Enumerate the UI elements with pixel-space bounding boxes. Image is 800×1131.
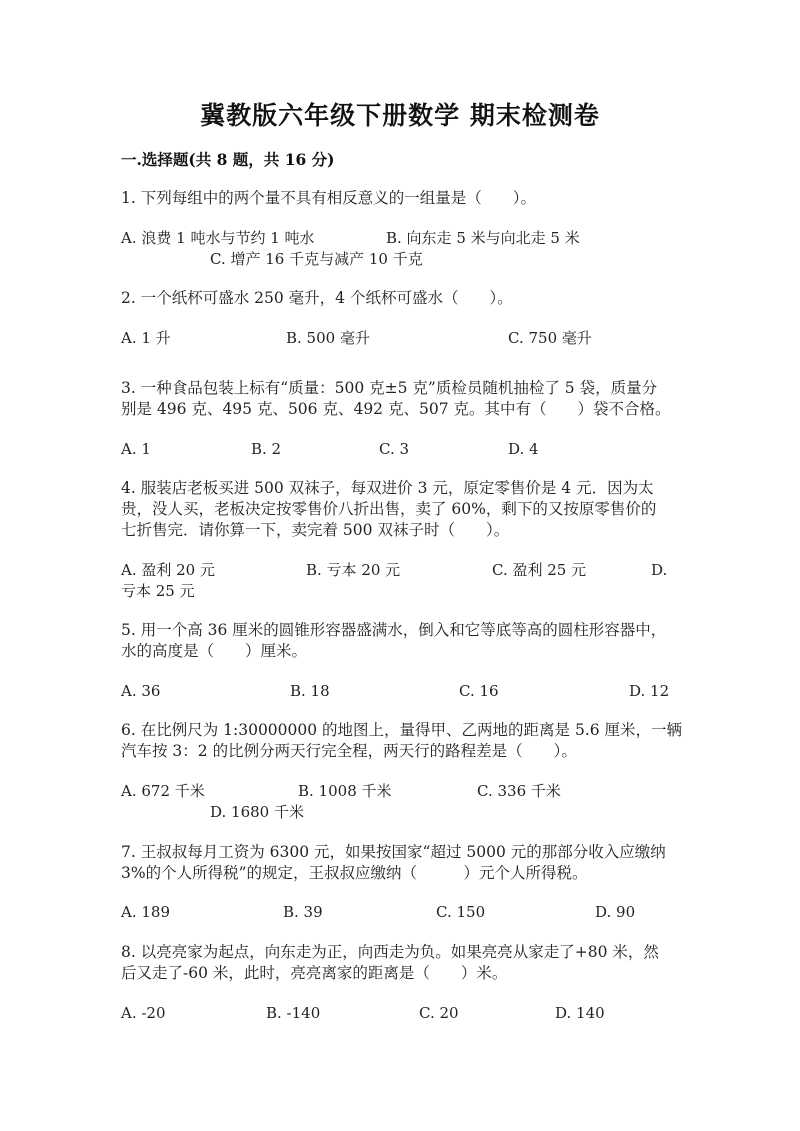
question-stem: 汽车按 3：2 的比例分两天行完全程，两天行的路程差是（ ）。 bbox=[121, 742, 577, 760]
option-b: B. 500 毫升 bbox=[286, 329, 370, 347]
option-d: D. 12 bbox=[629, 682, 670, 700]
page-title: 冀教版六年级下册数学 期末检测卷 bbox=[200, 101, 600, 130]
option-b: B. 18 bbox=[290, 682, 330, 700]
question-stem: 3%的个人所得税”的规定，王叔叔应缴纳（ ）元个人所得税。 bbox=[121, 864, 588, 882]
option-d: D. 4 bbox=[508, 440, 539, 458]
option-b: B. 2 bbox=[251, 440, 282, 458]
option-a: A. 189 bbox=[121, 903, 170, 921]
option-d: D. bbox=[651, 561, 668, 579]
option-a: A. -20 bbox=[121, 1004, 166, 1022]
option-b: B. 39 bbox=[283, 903, 323, 921]
option-c: C. 150 bbox=[436, 903, 486, 921]
option-b: B. -140 bbox=[266, 1004, 321, 1022]
option-b: B. 向东走 5 米与向北走 5 米 bbox=[386, 229, 580, 247]
option-c: C. 336 千米 bbox=[477, 782, 561, 800]
question-stem: 7. 王叔叔每月工资为 6300 元，如果按国家“超过 5000 元的那部分收入应缴纳 bbox=[121, 843, 666, 861]
option-c: C. 3 bbox=[379, 440, 410, 458]
option-b: B. 亏本 20 元 bbox=[306, 561, 401, 579]
section-heading: 一.选择题(共 8 题，共 16 分) bbox=[121, 150, 335, 169]
question-stem: 贵，没人买，老板决定按零售价八折出售，卖了 60%，剩下的又按原零售价的 bbox=[121, 500, 657, 518]
option-d: D. 140 bbox=[555, 1004, 605, 1022]
option-c: C. 增产 16 千克与减产 10 千克 bbox=[210, 250, 423, 268]
option-a: A. 浪费 1 吨水与节约 1 吨水 bbox=[121, 229, 315, 247]
question-stem: 水的高度是（ ）厘米。 bbox=[121, 642, 308, 660]
question-stem: 8. 以亮亮家为起点，向东走为正，向西走为负。如果亮亮从家走了+80 米，然 bbox=[121, 943, 659, 961]
option-d-text: 亏本 25 元 bbox=[121, 582, 195, 600]
option-a: A. 1 升 bbox=[121, 329, 171, 347]
question-stem: 1. 下列每组中的两个量不具有相反意义的一组量是（ ）。 bbox=[121, 189, 536, 207]
option-c: C. 750 毫升 bbox=[508, 329, 592, 347]
question-stem: 6. 在比例尺为 1:30000000 的地图上，量得甲、乙两地的距离是 5.6 厘米，一辆 bbox=[121, 721, 683, 739]
option-a: A. 672 千米 bbox=[121, 782, 205, 800]
question-stem: 3. 一种食品包装上标有“质量：500 克±5 克”质检员随机抽检了 5 袋，质量分 bbox=[121, 379, 658, 397]
option-c: C. 20 bbox=[419, 1004, 459, 1022]
question-stem: 4. 服装店老板买进 500 双袜子，每双进价 3 元，原定零售价是 4 元．因为太 bbox=[121, 479, 654, 497]
question-stem: 后又走了-60 米，此时，亮亮离家的距离是（ ）米。 bbox=[121, 964, 508, 982]
option-a: A. 1 bbox=[121, 440, 151, 458]
question-stem: 2. 一个纸杯可盛水 250 毫升，4 个纸杯可盛水（ ）。 bbox=[121, 289, 513, 307]
option-d: D. 1680 千米 bbox=[210, 803, 304, 821]
question-stem: 别是 496 克、495 克、506 克、492 克、507 克。其中有（ ）袋不合格。 bbox=[121, 400, 671, 418]
option-c: C. 盈利 25 元 bbox=[492, 561, 587, 579]
option-c: C. 16 bbox=[459, 682, 499, 700]
question-stem: 七折售完．请你算一下，卖完着 500 双袜子时（ ）。 bbox=[121, 521, 510, 539]
question-stem: 5. 用一个高 36 厘米的圆锥形容器盛满水，倒入和它等底等高的圆柱形容器中， bbox=[121, 621, 667, 639]
option-a: A. 盈利 20 元 bbox=[121, 561, 215, 579]
option-d: D. 90 bbox=[595, 903, 636, 921]
option-a: A. 36 bbox=[121, 682, 161, 700]
option-b: B. 1008 千米 bbox=[298, 782, 392, 800]
